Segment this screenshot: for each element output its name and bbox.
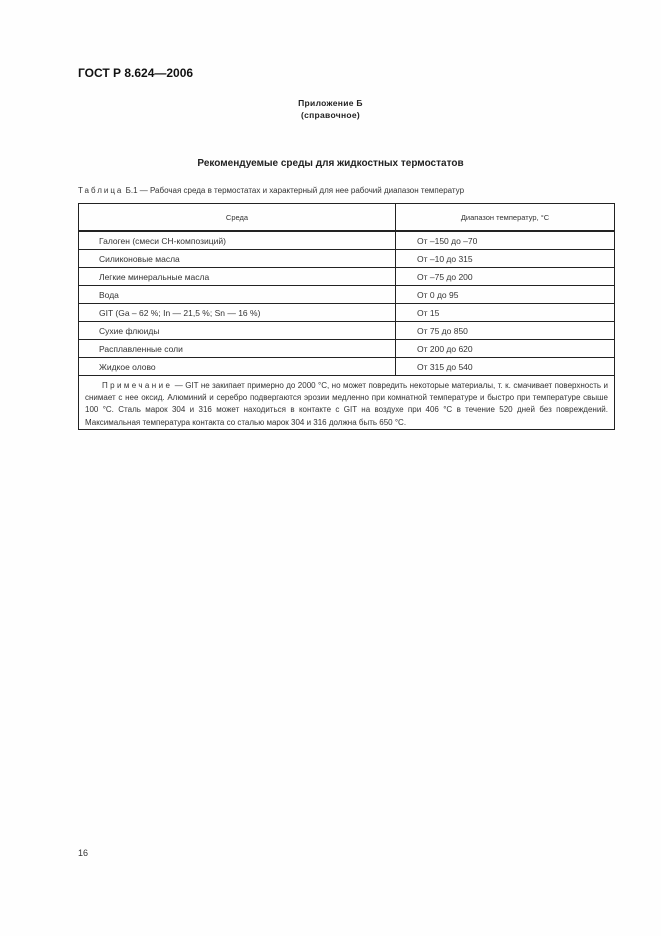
cell-medium: Легкие минеральные масла bbox=[79, 268, 396, 286]
cell-range: От –10 до 315 bbox=[396, 250, 615, 268]
column-header-medium: Среда bbox=[79, 204, 396, 232]
cell-range: От 0 до 95 bbox=[396, 286, 615, 304]
table-caption-label: Таблица bbox=[78, 186, 124, 195]
table-header-row bbox=[79, 204, 615, 232]
appendix-subtitle: (справочное) bbox=[300, 110, 361, 120]
document-code: ГОСТ Р 8.624—2006 bbox=[78, 66, 194, 80]
cell-range: От 15 bbox=[396, 304, 615, 322]
cell-medium: Галоген (смеси CH-композиций) bbox=[79, 231, 396, 250]
table-row bbox=[79, 268, 615, 286]
note-text: — GIT не закипает примерно до 2000 °С, но может повредить некоторые материалы, т. к. смачивает поверхность и снимает с нее оксид. Алюминий и серебро подвергаются эрозии медленно при комнатной температуре и быстро при температуре свыше 100 °С. Сталь марок 304 и 316 может находиться в контакте с GIT на воздухе при 406 °С в течение 520 дней без повреждений. Максимальная температура контакта со сталью марок 304 и 316 должна быть 650 °С. bbox=[85, 381, 608, 427]
table-row bbox=[79, 304, 615, 322]
table-row bbox=[79, 286, 615, 304]
cell-medium: GIT (Ga – 62 %; In — 21,5 %; Sn — 16 %) bbox=[79, 304, 396, 322]
table-row bbox=[79, 231, 615, 250]
table-row bbox=[79, 322, 615, 340]
cell-medium: Жидкое олово bbox=[79, 358, 396, 376]
column-header-temperature-range: Диапазон температур, °С bbox=[396, 204, 615, 232]
note-label: Примечание bbox=[102, 381, 173, 390]
cell-medium: Вода bbox=[79, 286, 396, 304]
appendix-title: Приложение Б bbox=[298, 98, 363, 108]
section-title: Рекомендуемые среды для жидкостных термостатов bbox=[197, 158, 464, 169]
cell-medium: Сухие флюиды bbox=[79, 322, 396, 340]
table-caption bbox=[78, 186, 464, 195]
cell-medium: Расплавленные соли bbox=[79, 340, 396, 358]
table-row bbox=[79, 340, 615, 358]
table-note bbox=[79, 376, 615, 430]
cell-range: От –75 до 200 bbox=[396, 268, 615, 286]
table-row bbox=[79, 250, 615, 268]
cell-range: От –150 до –70 bbox=[396, 231, 615, 250]
page-number: 16 bbox=[78, 848, 89, 858]
table-caption-text: Б.1 — Рабочая среда в термостатах и характерный для нее рабочий диапазон температур bbox=[123, 186, 465, 195]
cell-range: От 200 до 620 bbox=[396, 340, 615, 358]
media-table bbox=[78, 203, 615, 430]
cell-medium: Силиконовые масла bbox=[79, 250, 396, 268]
table-row bbox=[79, 358, 615, 376]
cell-range: От 315 до 540 bbox=[396, 358, 615, 376]
cell-range: От 75 до 850 bbox=[396, 322, 615, 340]
table-note-row bbox=[79, 376, 615, 430]
